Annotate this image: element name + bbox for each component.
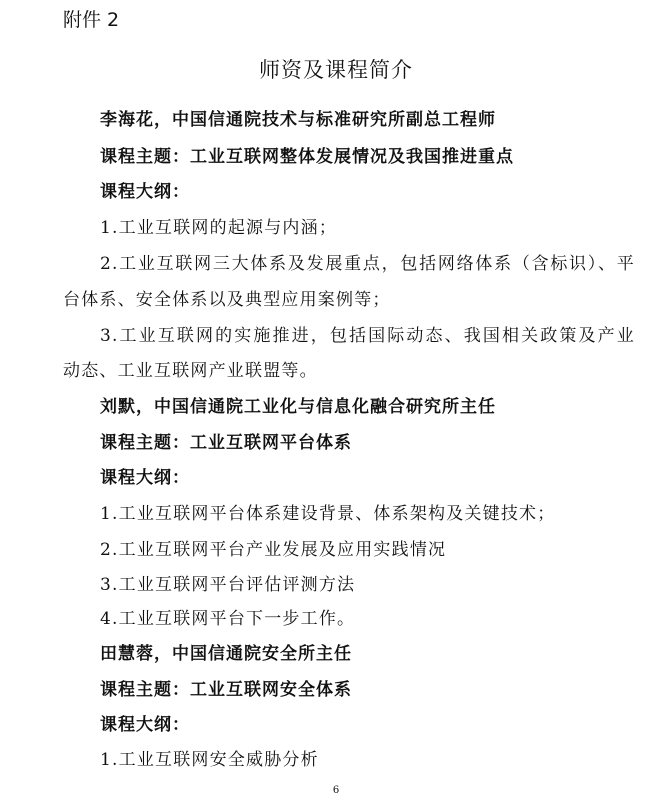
instructor-1-outline-label: 课程大纲： xyxy=(100,182,190,202)
instructor-1-item-2-line-1: 2.工业互联网三大体系及发展重点，包括网络体系（含标识）、平 xyxy=(100,254,635,274)
instructor-1-name-line: 李海花，中国信通院技术与标准研究所副总工程师 xyxy=(100,110,496,130)
page-number: 6 xyxy=(332,785,340,796)
document-title: 师资及课程简介 xyxy=(259,58,413,82)
instructor-3-outline-label: 课程大纲： xyxy=(100,715,190,735)
instructor-1-item-3-line-1: 3.工业互联网的实施推进，包括国际动态、我国相关政策及产业 xyxy=(100,326,635,346)
instructor-3-topic-line: 课程主题：工业互联网安全体系 xyxy=(100,680,352,700)
instructor-1-item-2-line-2: 台体系、安全体系以及典型应用案例等； xyxy=(63,290,391,310)
instructor-2-outline-label: 课程大纲： xyxy=(100,468,190,488)
instructor-2-name-line: 刘默，中国信通院工业化与信息化融合研究所主任 xyxy=(100,397,496,417)
instructor-3-name-line: 田慧蓉，中国信通院安全所主任 xyxy=(100,644,352,664)
instructor-2-item-4: 4.工业互联网平台下一步工作。 xyxy=(100,609,356,629)
instructor-3-item-1: 1.工业互联网安全威胁分析 xyxy=(100,750,319,770)
instructor-2-item-3: 3.工业互联网平台评估评测方法 xyxy=(100,575,356,595)
instructor-1-topic-line: 课程主题：工业互联网整体发展情况及我国推进重点 xyxy=(100,147,514,167)
instructor-1-item-3-line-2: 动态、工业互联网产业联盟等。 xyxy=(63,361,318,381)
instructor-1-item-1: 1.工业互联网的起源与内涵； xyxy=(100,218,338,238)
instructor-2-item-2: 2.工业互联网平台产业发展及应用实践情况 xyxy=(100,540,447,560)
instructor-2-topic-line: 课程主题：工业互联网平台体系 xyxy=(100,433,352,453)
instructor-2-item-1: 1.工业互联网平台体系建设背景、体系架构及关键技术； xyxy=(100,504,556,524)
attachment-label: 附件 2 xyxy=(63,9,120,31)
